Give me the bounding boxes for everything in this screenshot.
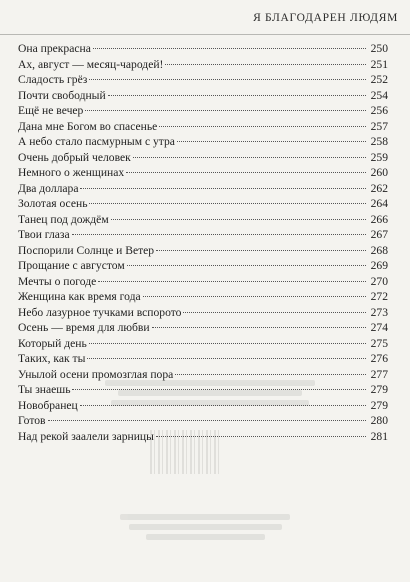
toc-entry-title: Золотая осень	[18, 197, 88, 210]
toc-entry	[18, 134, 388, 150]
toc-leader-dots	[156, 250, 366, 251]
toc-entry-title: Таких, как ты	[18, 352, 86, 365]
toc-entry-title: Танец под дождём	[18, 212, 109, 226]
toc-leader-dots	[183, 312, 366, 313]
toc-entry-page: 273	[370, 305, 388, 319]
toc-leader-dots	[108, 95, 366, 96]
toc-entry-title: Ещё не вечер	[18, 104, 84, 117]
toc-leader-dots	[127, 265, 366, 266]
toc-entry	[18, 212, 388, 228]
toc-leader-dots	[98, 281, 366, 282]
toc-leader-dots	[80, 188, 366, 189]
toc-entry	[18, 336, 388, 352]
toc-entry-title: Она прекрасна	[18, 42, 91, 55]
toc-entry-title: Унылой осени промозглая пора	[18, 367, 174, 381]
toc-entry-page: 250	[370, 42, 388, 55]
toc-leader-dots	[89, 343, 366, 344]
toc-entry	[18, 258, 388, 274]
toc-entry-page: 258	[370, 135, 388, 148]
toc-leader-dots	[85, 110, 366, 111]
toc-entry	[18, 289, 388, 305]
toc-entry-title: Поспорили Солнце и Ветер	[18, 243, 155, 257]
toc-entry	[18, 41, 388, 57]
toc-leader-dots	[159, 126, 366, 127]
toc-entry-title: Твои глаза	[18, 228, 70, 241]
toc-entry-title: Ты знаешь	[18, 383, 71, 396]
running-header	[0, 10, 410, 35]
barcode-shadow	[150, 430, 220, 474]
toc-entry-page: 269	[370, 259, 388, 272]
toc-leader-dots	[143, 296, 366, 297]
toc-entry-page: 270	[370, 274, 388, 288]
toc-entry	[18, 57, 388, 73]
toc-entry-page: 276	[370, 352, 388, 365]
toc-entry-title: Ах, август — месяц-чародей!	[18, 57, 164, 71]
toc-leader-dots	[89, 203, 366, 204]
toc-entry	[18, 243, 388, 259]
toc-entry-title: Небо лазурное тучками вспорото	[18, 305, 182, 319]
toc-entry-page: 256	[370, 104, 388, 117]
toc-entry	[18, 165, 388, 181]
toc-entry-page: 251	[370, 57, 388, 71]
toc-entry-title: Прощание с августом	[18, 259, 125, 272]
toc-entry-title: Почти свободный	[18, 88, 106, 102]
toc-entry-page: 281	[370, 429, 388, 443]
toc-entry	[18, 88, 388, 104]
toc-entry-page: 252	[370, 73, 388, 86]
toc-entry-page: 264	[370, 197, 388, 210]
toc-entry	[18, 103, 388, 119]
toc-entry	[18, 305, 388, 321]
toc-entry-page: 277	[370, 367, 388, 381]
toc-entry	[18, 181, 388, 197]
toc-entry-title: А небо стало пасмурным с утра	[18, 135, 175, 148]
toc-entry-page: 266	[370, 212, 388, 226]
toc-entry-title: Готов	[18, 414, 46, 427]
toc-leader-dots	[72, 234, 366, 235]
toc-entry-page: 257	[370, 119, 388, 133]
toc-leader-dots	[133, 157, 366, 158]
toc-entry	[18, 274, 388, 290]
toc-entry	[18, 227, 388, 243]
toc-entry-title: Который день	[18, 336, 87, 350]
running-header-title: Я БЛАГОДАРЕН ЛЮДЯМ	[253, 12, 398, 24]
toc-entry-title: Сладость грёз	[18, 73, 88, 86]
toc-entry-title: Женщина как время года	[18, 290, 141, 303]
toc-entry-page: 280	[370, 414, 388, 427]
toc-leader-dots	[126, 172, 366, 173]
toc-leader-dots	[93, 48, 366, 49]
toc-entry-title: Два доллара	[18, 181, 79, 195]
toc-entry-title: Мечты о погоде	[18, 274, 97, 288]
toc-entry	[18, 320, 388, 336]
toc-leader-dots	[111, 219, 366, 220]
toc-entry-page: 279	[370, 383, 388, 396]
toc-leader-dots	[177, 141, 366, 142]
toc-leader-dots	[89, 79, 366, 80]
toc-entry-title: Немного о женщинах	[18, 166, 125, 179]
toc-entry	[18, 119, 388, 135]
toc-leader-dots	[87, 358, 366, 359]
toc-entry-page: 279	[370, 398, 388, 412]
toc-entry-page: 272	[370, 290, 388, 303]
toc-entry	[18, 72, 388, 88]
toc-entry-page: 262	[370, 181, 388, 195]
toc-leader-dots	[152, 327, 366, 328]
toc-entry-page: 260	[370, 166, 388, 179]
toc-entry	[18, 150, 388, 166]
toc-entry-page: 268	[370, 243, 388, 257]
toc-entry	[18, 196, 388, 212]
toc-entry-title: Дана мне Богом во спасенье	[18, 119, 158, 133]
toc-entry-page: 274	[370, 321, 388, 334]
toc-entry-title: Осень — время для любви	[18, 321, 150, 334]
toc-entry-title: Над рекой заалели зарницы	[18, 429, 154, 443]
toc-entry-page: 259	[370, 150, 388, 164]
toc-entry-page: 267	[370, 228, 388, 241]
toc-entry-title: Очень добрый человек	[18, 150, 131, 164]
toc-leader-dots	[165, 64, 366, 65]
bleed-through-imprint	[0, 360, 410, 582]
toc-entry-page: 254	[370, 88, 388, 102]
toc-entry-page: 275	[370, 336, 388, 350]
toc-entry-title: Новобранец	[18, 398, 78, 412]
